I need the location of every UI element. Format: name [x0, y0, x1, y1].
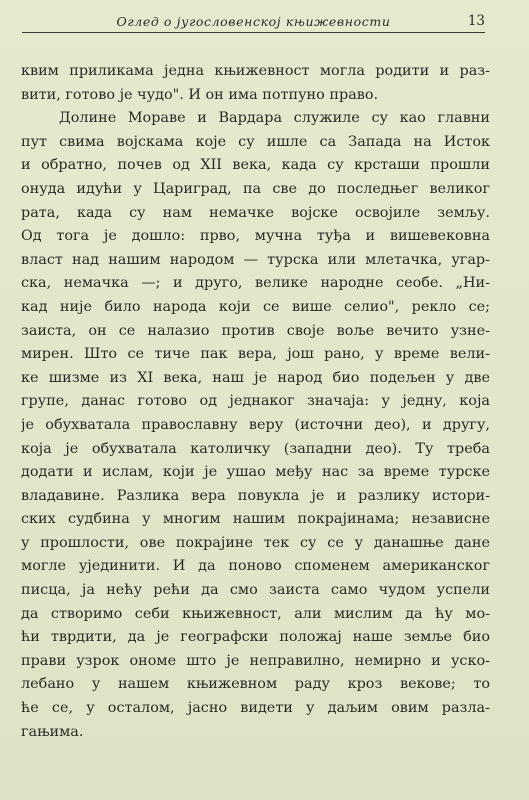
text-line: квим приликама једна књижевност могла родити и раз- — [21, 63, 490, 79]
page-number: 13 — [467, 13, 485, 29]
text-line: додати и ислам, који је ушао међу нас за време турске — [21, 464, 490, 481]
text-line: вити, готово је чудо". И он има потпуно право. — [21, 86, 379, 103]
running-title: Оглед о југословенској књижевности — [116, 14, 391, 29]
text-line: ке шизме из XI века, наш је народ био подељен у две — [21, 369, 490, 386]
text-line: рата, када су нам немачке војске освојиле земљу. — [21, 204, 490, 221]
text-line: прави узрок ономе што је неправилно, немирно и уско- — [21, 652, 490, 669]
text-line: у прошлости, ове покрајине тек су се у данашње дане — [21, 534, 490, 551]
text-line: онуда идући у Цариград, па све до последњег великог — [21, 180, 490, 197]
text-line: ска, немачка —; и друго, велике народне сеобе. „Ни- — [21, 275, 490, 292]
text-line: пут свима војскама које су ишле са Запада на Исток — [21, 133, 490, 150]
text-line: гањима. — [21, 723, 84, 740]
text-line: ће се, у осталом, јасно видети у даљим овим разла- — [21, 700, 490, 717]
text-line: ских судбина у многим нашим покрајинама; независне — [21, 511, 490, 528]
text-line: мирен. Што се тиче пак вера, још рано, у време вели- — [21, 346, 490, 363]
text-line: која је обухватала католичку (западни део). Ту треба — [21, 440, 490, 457]
text-line: власт над нашим народом — турска или млетачка, угар- — [21, 251, 490, 268]
text-line: да створимо себи књижевност, али мислим да ћу мо- — [21, 605, 490, 622]
text-line: ћи тврдити, да је географски положај наше земље био — [21, 629, 490, 646]
text-line: кад није било народа који се више селио", рекло се; — [21, 298, 490, 315]
text-line: и обратно, почев од XII века, када су крсташи прошли — [21, 157, 490, 174]
text-line: могле ујединити. И да поново споменем американског — [21, 558, 490, 575]
text-line: лебано у нашем књижевном раду кроз векове; то — [21, 676, 490, 693]
text-line: групе, данас готово од једнаког значаја: у једну, која — [21, 393, 490, 410]
page-header — [22, 12, 485, 33]
paragraph-start-line: Долине Мораве и Вардара служиле су као главни — [59, 110, 490, 127]
text-line: писца, ја нећу рећи да смо заиста само чудом успели — [21, 582, 490, 599]
text-line: владавине. Разлика вера повукла је и разлику истори- — [21, 487, 490, 504]
body-text — [21, 60, 490, 744]
text-line: заиста, он се налазио против своје воље вечито узне- — [21, 322, 490, 339]
text-line: Од тога је дошло: прво, мучна туђа и вишевековна — [21, 228, 490, 245]
text-line: је обухватала православну веру (источни део), и другу, — [21, 416, 490, 433]
